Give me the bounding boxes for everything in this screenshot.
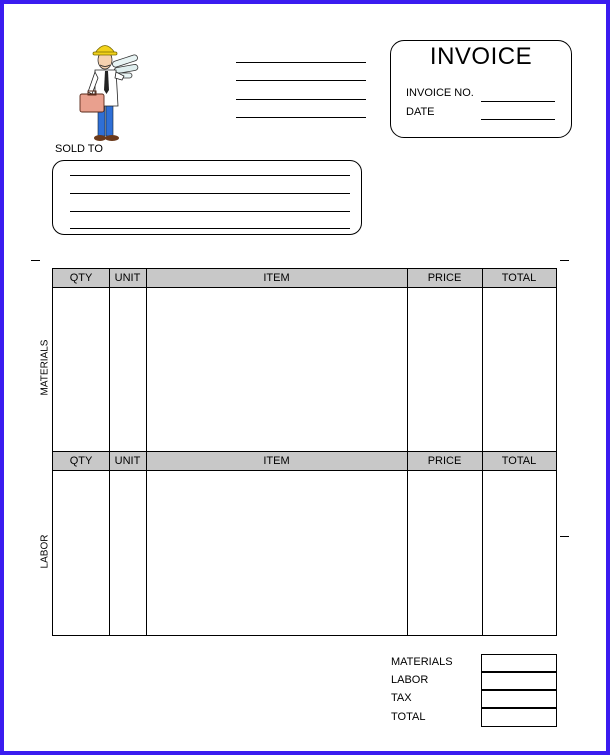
col-item: ITEM: [263, 455, 290, 467]
totals-grid: [481, 654, 557, 727]
col-price: PRICE: [427, 455, 462, 467]
col-divider: [146, 269, 147, 451]
col-total: TOTAL: [501, 455, 537, 467]
hard-hat-icon: [93, 46, 117, 56]
invoice-number-field[interactable]: [481, 101, 555, 102]
labor-section-label: LABOR: [39, 534, 51, 569]
sold-to-line-3: [70, 211, 350, 212]
col-qty: QTY: [69, 455, 93, 467]
materials-section-label: MATERIALS: [39, 339, 51, 396]
invoice-box: [390, 40, 572, 138]
col-divider: [482, 269, 483, 451]
labor-table-header: [53, 452, 556, 471]
col-unit: UNIT: [114, 455, 141, 467]
materials-table-header: [53, 269, 556, 288]
sold-to-box[interactable]: [52, 160, 362, 235]
sold-to-label: SOLD TO: [55, 143, 103, 155]
date-field[interactable]: [481, 119, 555, 120]
sold-to-line-2: [70, 193, 350, 194]
materials-table: [52, 268, 557, 452]
col-item: ITEM: [263, 272, 290, 284]
tax-field[interactable]: [481, 690, 557, 708]
col-divider: [146, 452, 147, 635]
header-line-1: [236, 62, 366, 63]
labor-table: [52, 451, 557, 636]
col-divider: [407, 269, 408, 451]
briefcase-icon: [80, 91, 104, 112]
materials-total-field[interactable]: [481, 654, 557, 672]
sold-to-line-4: [70, 228, 350, 229]
col-divider: [109, 452, 110, 635]
col-unit: UNIT: [114, 272, 141, 284]
construction-worker-illustration: [78, 40, 144, 144]
grand-total-field[interactable]: [481, 708, 557, 727]
invoice-number-label: INVOICE NO.: [406, 87, 474, 99]
header-line-2: [236, 80, 366, 81]
materials-total-label: MATERIALS: [391, 656, 453, 668]
labor-total-field[interactable]: [481, 672, 557, 690]
grand-total-label: TOTAL: [391, 711, 426, 723]
header-line-4: [236, 117, 366, 118]
margin-tick-left: [31, 260, 40, 261]
date-label: DATE: [406, 106, 435, 118]
sold-to-line-1: [70, 175, 350, 176]
tax-label: TAX: [391, 692, 412, 704]
col-total: TOTAL: [501, 272, 537, 284]
col-qty: QTY: [69, 272, 93, 284]
header-line-3: [236, 99, 366, 100]
margin-tick-right-top: [560, 260, 569, 261]
margin-tick-right-bottom: [560, 536, 569, 537]
col-price: PRICE: [427, 272, 462, 284]
invoice-title: INVOICE: [429, 43, 533, 70]
labor-total-label: LABOR: [391, 674, 429, 686]
col-divider: [482, 452, 483, 635]
col-divider: [109, 269, 110, 451]
col-divider: [407, 452, 408, 635]
